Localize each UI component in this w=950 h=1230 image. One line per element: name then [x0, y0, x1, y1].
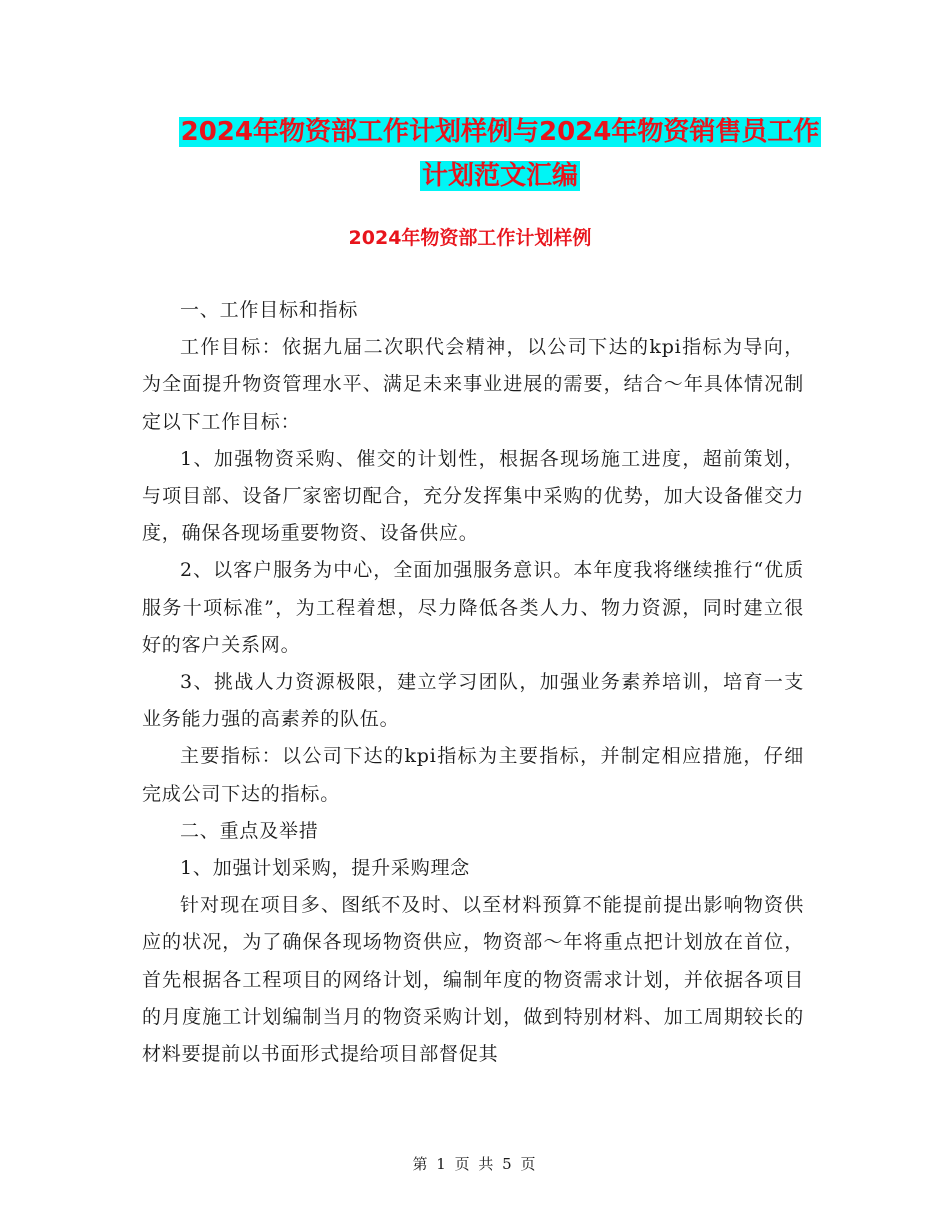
- title-line-1: 2024年物资部工作计划样例与2024年物资销售员工作: [180, 117, 820, 147]
- paragraph: 工作目标：依据九届二次职代会精神，以公司下达的kpi指标为导向，为全面提升物资管理水平、满足未来事业进展的需要，结合～年具体情况制定以下工作目标：: [142, 336, 804, 433]
- paragraph: 3、挑战人力资源极限，建立学习团队，加强业务素养培训，培育一支业务能力强的高素养的队伍。: [142, 671, 804, 731]
- title-line-2: 计划范文汇编: [421, 161, 578, 191]
- paragraph: 2、以客户服务为中心，全面加强服务意识。本年度我将继续推行“优质服务十项标准”，为工程着想，尽力降低各类人力、物力资源，同时建立很好的客户关系网。: [142, 559, 804, 656]
- page-footer: 第 1 页 共 5 页: [412, 1155, 538, 1173]
- paragraph: 针对现在项目多、图纸不及时、以至材料预算不能提前提出影响物资供应的状况，为了确保各现场物资供应，物资部～年将重点把计划放在首位，首先根据各工程项目的网络计划，编制年度的物资需求计划，并依据各项目的月度施工计划编制当月的物资采购计划，做到特别材料、加工周期较长的材料要提前以书面形式提给项目部督促其: [142, 894, 804, 1066]
- document-title: [140, 110, 860, 198]
- paragraph: 主要指标：以公司下达的kpi指标为主要指标，并制定相应措施，仔细完成公司下达的指标。: [142, 745, 804, 805]
- paragraph: 1、加强物资采购、催交的计划性，根据各现场施工进度，超前策划，与项目部、设备厂家密切配合，充分发挥集中采购的优势，加大设备催交力度，确保各现场重要物资、设备供应。: [142, 447, 804, 545]
- paragraph: 一、工作目标和指标: [180, 299, 359, 321]
- section-title: 2024年物资部工作计划样例: [348, 227, 592, 249]
- paragraph: 1、加强计划采购，提升采购理念: [180, 857, 471, 880]
- document-body: [142, 292, 804, 1073]
- paragraph: 二、重点及举措: [180, 819, 319, 842]
